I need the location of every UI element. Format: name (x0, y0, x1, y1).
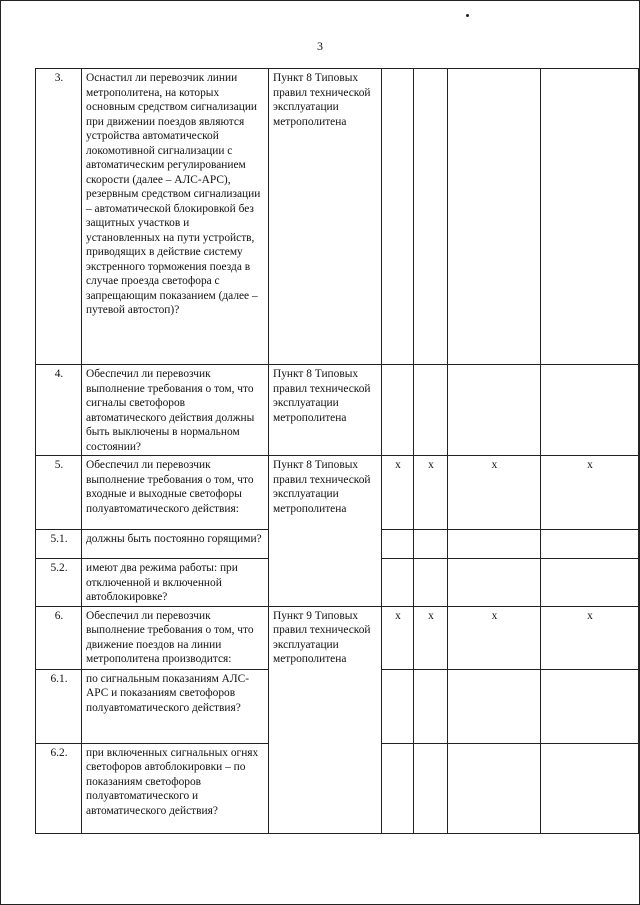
note-cell: x (541, 606, 639, 669)
answer-na-cell (448, 530, 541, 559)
answer-no-cell (414, 559, 448, 607)
answer-yes-cell (382, 69, 414, 365)
question-text: Обеспечил ли перевозчик выполнение требования о том, что сигналы светофоров автоматического действия должны быть выключены в нормальном состоянии? (82, 365, 269, 456)
answer-na-cell (448, 365, 541, 456)
note-cell (541, 743, 639, 833)
question-text: имеют два режима работы: при отключенной и включенной автоблокировке? (82, 559, 269, 607)
note-cell: x (541, 456, 639, 530)
answer-no-cell (414, 669, 448, 743)
answer-no-cell: x (414, 606, 448, 669)
question-text: Оснастил ли перевозчик линии метрополитена, на которых основным средством сигнализации при движении поездов являются устройства автоматической локомотивной сигнализации с автоматическим регулированием скорости (далее – АЛС-АРС), резервным средством сигнализации – автоматической блокировкой без защитных участков и установленных на пути устройств, приводящих в действие систему экстренного торможения поезда в случае проезда светофора с запрещающим показанием (далее – путевой автостоп)? (82, 69, 269, 365)
note-cell (541, 559, 639, 607)
note-cell (541, 669, 639, 743)
table-row (36, 69, 639, 365)
row-number: 4. (36, 365, 82, 456)
legal-reference: Пункт 8 Типовых правил технической эксплуатации метрополитена (269, 69, 382, 365)
answer-na-cell: x (448, 606, 541, 669)
answer-yes-cell (382, 530, 414, 559)
legal-reference: Пункт 8 Типовых правил технической эксплуатации метрополитена (269, 365, 382, 456)
table-row (36, 365, 639, 456)
row-number: 5.2. (36, 559, 82, 607)
answer-yes-cell (382, 743, 414, 833)
table-row (36, 456, 639, 530)
answer-no-cell (414, 743, 448, 833)
page-number: 3 (317, 39, 323, 53)
note-cell (541, 530, 639, 559)
answer-yes-cell (382, 559, 414, 607)
row-number: 6.1. (36, 669, 82, 743)
answer-na-cell: x (448, 456, 541, 530)
answer-na-cell (448, 669, 541, 743)
answer-yes-cell (382, 365, 414, 456)
answer-no-cell (414, 530, 448, 559)
row-number: 5. (36, 456, 82, 530)
question-text: при включенных сигнальных огнях светофоров автоблокировки – по показаниям светофоров полуавтоматического и автоматического действия? (82, 743, 269, 833)
answer-yes-cell (382, 669, 414, 743)
answer-na-cell (448, 69, 541, 365)
question-text: Обеспечил ли перевозчик выполнение требования о том, что входные и выходные светофоры полуавтоматического действия: (82, 456, 269, 530)
question-text: по сигнальным показаниям АЛС-АРС и показаниям светофоров полуавтоматического действия? (82, 669, 269, 743)
answer-yes-cell: x (382, 456, 414, 530)
checklist-table (35, 68, 639, 834)
answer-no-cell: x (414, 456, 448, 530)
legal-reference: Пункт 9 Типовых правил технической эксплуатации метрополитена (269, 606, 382, 833)
answer-yes-cell: x (382, 606, 414, 669)
question-text: должны быть постоянно горящими? (82, 530, 269, 559)
note-cell (541, 365, 639, 456)
row-number: 6.2. (36, 743, 82, 833)
row-number: 6. (36, 606, 82, 669)
row-number: 3. (36, 69, 82, 365)
row-number: 5.1. (36, 530, 82, 559)
table-row (36, 606, 639, 669)
legal-reference: Пункт 8 Типовых правил технической эксплуатации метрополитена (269, 456, 382, 607)
answer-na-cell (448, 559, 541, 607)
scan-dot (466, 14, 469, 17)
question-text: Обеспечил ли перевозчик выполнение требования о том, что движение поездов на линии метрополитена производится: (82, 606, 269, 669)
answer-no-cell (414, 365, 448, 456)
answer-no-cell (414, 69, 448, 365)
note-cell (541, 69, 639, 365)
answer-na-cell (448, 743, 541, 833)
